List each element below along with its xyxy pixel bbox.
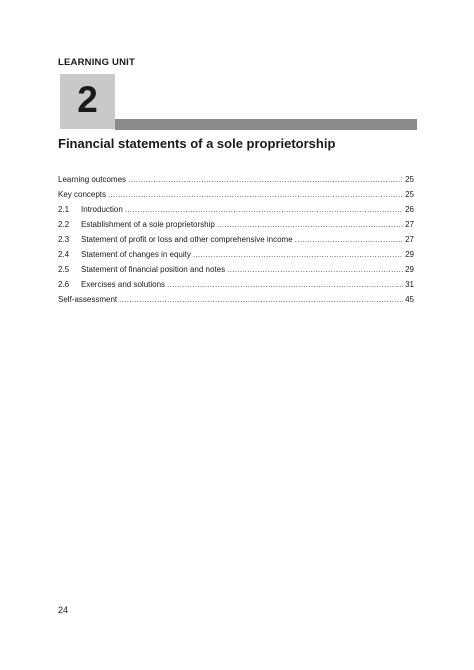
- toc-leader-dots: [119, 292, 403, 307]
- toc-entry-page: 31: [405, 280, 414, 289]
- toc-entry-learning-outcomes[interactable]: [58, 172, 414, 187]
- toc-entry-page: 27: [405, 220, 414, 229]
- toc-entry-page: 25: [405, 175, 414, 184]
- toc-entry-number: 2.3: [58, 235, 70, 244]
- toc-entry-2-2[interactable]: [58, 217, 414, 232]
- toc-entry-number: 2.4: [58, 250, 70, 259]
- toc-entry-2-5[interactable]: [58, 262, 414, 277]
- toc-entry-2-6[interactable]: [58, 277, 414, 292]
- unit-number-box: [60, 74, 115, 129]
- toc-leader-dots: [193, 247, 403, 262]
- toc-entry-title: Establishment of a sole proprietorship: [81, 220, 215, 229]
- table-of-contents: [58, 172, 414, 307]
- unit-label: LEARNING UNIT: [58, 57, 136, 68]
- toc-entry-number: 2.2: [58, 220, 70, 229]
- toc-entry-title: Statement of profit or loss and other comprehensive income: [81, 235, 293, 244]
- unit-number: 2: [77, 79, 98, 120]
- toc-entry-2-4[interactable]: [58, 247, 414, 262]
- toc-entry-number: 2.5: [58, 265, 70, 274]
- page-number: 24: [58, 605, 69, 615]
- toc-entry-title: Introduction: [81, 205, 123, 214]
- toc-entry-number: 2.6: [58, 280, 70, 289]
- toc-entry-title: Learning outcomes: [58, 175, 127, 184]
- toc-entry-title: Self-assessment: [58, 295, 118, 304]
- toc-entry-number: 2.1: [58, 205, 70, 214]
- chapter-title: Financial statements of a sole proprietorship: [58, 136, 336, 151]
- toc-entry-title: Exercises and solutions: [81, 280, 166, 289]
- toc-entry-title: Statement of changes in equity: [81, 250, 191, 259]
- toc-entry-title: Key concepts: [58, 190, 107, 199]
- toc-entry-2-3[interactable]: [58, 232, 414, 247]
- toc-leader-dots: [167, 277, 403, 292]
- toc-entry-page: 45: [405, 295, 414, 304]
- toc-leader-dots: [108, 187, 403, 202]
- toc-entry-self-assessment[interactable]: [58, 292, 414, 307]
- toc-entry-page: 29: [405, 250, 414, 259]
- toc-entry-key-concepts[interactable]: [58, 187, 414, 202]
- unit-header-bar: [115, 119, 417, 130]
- toc-entry-title: Statement of financial position and notes: [81, 265, 226, 274]
- toc-leader-dots: [128, 172, 403, 187]
- toc-leader-dots: [227, 262, 403, 277]
- toc-entry-page: 27: [405, 235, 414, 244]
- toc-entry-page: 29: [405, 265, 414, 274]
- toc-entry-2-1[interactable]: [58, 202, 414, 217]
- toc-leader-dots: [125, 202, 403, 217]
- toc-leader-dots: [217, 217, 403, 232]
- toc-entry-page: 25: [405, 190, 414, 199]
- toc-leader-dots: [295, 232, 403, 247]
- toc-entry-page: 26: [405, 205, 414, 214]
